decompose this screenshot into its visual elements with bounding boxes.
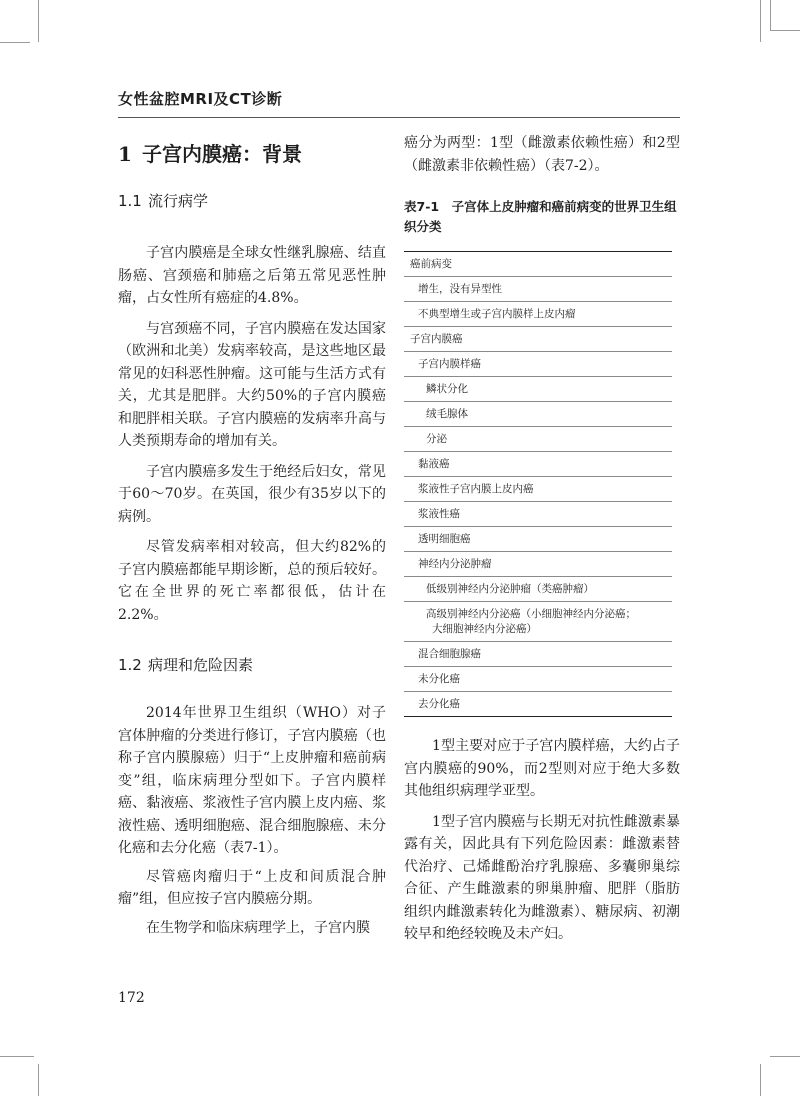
subsection-title: 流行病学 (148, 192, 209, 210)
page-number: 172 (118, 990, 145, 1006)
table-row (404, 277, 672, 302)
right-column (404, 132, 680, 946)
continued-paragraph: 癌分为两型：1型（雌激素依赖性癌）和2型（雌激素非依赖性癌）（表7-2）。 (404, 135, 680, 174)
table-row (404, 477, 672, 502)
paragraph: 1型子宫内膜癌与长期无对抗性雌激素暴露有关，因此具有下列危险因素：雌激素替代治疗、己烯雌酚治疗乳腺癌、多囊卵巢综合征、产生雌激素的卵巢肿瘤、肥胖（脂肪组织内雌激素转化为雌激素）、糖尿病、初潮较早和绝经较晚及未产妇。 (404, 813, 680, 942)
table-cell-text: 去分化癌 (418, 698, 460, 710)
table-cell-text: 增生，没有异型性 (418, 283, 502, 295)
subsection-number: 1.1 (118, 192, 142, 210)
table-row (404, 577, 672, 602)
running-header: 女性盆腔MRI及CT诊断 (118, 90, 283, 108)
table-cell-text: 浆液性子宫内膜上皮内癌 (418, 483, 534, 495)
table-row (404, 527, 672, 552)
table-row (404, 692, 672, 716)
header-rule (118, 117, 680, 118)
table-caption: 表7-1 子宫体上皮肿瘤和癌前病变的世界卫生组织分类 (404, 199, 677, 234)
table-row (404, 667, 672, 692)
crop-mark-bottom-right-h (770, 1056, 800, 1057)
paragraph: 子宫内膜癌是全球女性继乳腺癌、结直肠癌、宫颈癌和肺癌之后第五常见恶性肿瘤，占女性所有癌症的4.8%。 (118, 245, 386, 306)
table-cell-text: 子宫内膜样癌 (418, 358, 481, 370)
table-row (404, 302, 672, 327)
paragraph: 尽管癌肉瘤归于“上皮和间质混合肿瘤”组，但应按子宫内膜癌分期。 (118, 868, 386, 907)
table-cell-text: 高级别神经内分泌癌（小细胞神经内分泌癌； (426, 608, 636, 620)
section-heading-1 (118, 140, 386, 168)
table-cell-text: 绒毛腺体 (426, 408, 468, 420)
table-row (404, 327, 672, 352)
table-cell-text: 混合细胞腺癌 (418, 648, 481, 660)
table-row (404, 377, 672, 402)
table-cell-text: 子宫内膜癌 (410, 333, 463, 345)
table-cell-text: 透明细胞癌 (418, 533, 471, 545)
paragraph: 1型主要对应于子宫内膜样癌，大约占子宫内膜癌的90%，而2型则对应于绝大多数其他组织病理学亚型。 (404, 738, 680, 799)
paragraph: 2014年世界卫生组织（WHO）对子宫体肿瘤的分类进行修订，子宫内膜癌（也称子宫内膜腺癌）归于“上皮肿瘤和癌前病变”组，临床病理分型如下。子宫内膜样癌、黏液癌、浆液性子宫内膜上皮内癌、浆液性癌、透明细胞癌、混合细胞腺癌、未分化癌和去分化癌（表7-1）。 (118, 705, 386, 856)
who-classification-table (404, 251, 672, 717)
type-discussion-text (404, 735, 680, 946)
paragraph: 子宫内膜癌多发生于绝经后妇女，常见于60～70岁。在英国，很少有35岁以下的病例。 (118, 463, 386, 525)
table-row (404, 252, 672, 277)
table-cell-text: 神经内分泌肿瘤 (418, 558, 492, 570)
crop-mark-top-left-h (0, 42, 30, 43)
table-row (404, 452, 672, 477)
subsection-number: 1.2 (118, 656, 142, 674)
paragraph: 与宫颈癌不同，子宫内膜癌在发达国家（欧洲和北美）发病率较高，是这些地区最常见的妇科恶性肿瘤。这可能与生活方式有关，尤其是肥胖。大约50%的子宫内膜癌和肥胖相关联。子宫内膜癌的发病率升高与人类预期寿命的增加有关。 (118, 320, 386, 449)
table-cell-text: 未分化癌 (418, 673, 460, 685)
table-cell-text: 鳞状分化 (426, 383, 468, 395)
crop-mark-bottom-left-v (38, 1064, 39, 1096)
table-row (404, 502, 672, 527)
left-column (118, 132, 386, 939)
table-row (404, 402, 672, 427)
crop-mark-top-right-h (770, 30, 800, 31)
epidemiology-text (118, 242, 386, 626)
table-row (404, 427, 672, 452)
crop-mark-bottom-left-h (0, 1056, 34, 1057)
section-title: 子宫内膜癌：背景 (142, 142, 302, 166)
paragraph: 尽管发病率相对较高，但大约82%的子宫内膜癌都能早期诊断，总的预后较好。它在全世界的死亡率都很低，估计在2.2%。 (118, 539, 386, 623)
crop-mark-top-right-v2 (770, 0, 771, 30)
crop-mark-bottom-right-v (760, 1064, 761, 1096)
pathology-text (118, 702, 386, 939)
table-cell-text: 低级别神经内分泌肿瘤（类癌肿瘤） (426, 583, 594, 595)
subsection-heading-1-1 (118, 190, 386, 212)
table-row (404, 602, 672, 642)
crop-mark-top-left-v (38, 0, 39, 42)
section-number: 1 (118, 142, 132, 166)
table-cell-continuation: 大细胞神经内分泌癌） (432, 623, 537, 635)
paragraph: 在生物学和临床病理学上，子宫内膜 (146, 919, 370, 936)
table-row (404, 642, 672, 667)
table-row (404, 552, 672, 577)
crop-mark-top-right-v (760, 0, 761, 42)
table-cell-text: 分泌 (426, 433, 447, 445)
table-cell-text: 浆液性癌 (418, 508, 460, 520)
table-cell-text: 癌前病变 (410, 258, 452, 270)
table-cell-text: 不典型增生或子宫内膜样上皮内瘤 (418, 308, 576, 320)
subsection-title: 病理和危险因素 (148, 656, 254, 674)
subsection-heading-1-2 (118, 654, 386, 676)
table-cell-text: 黏液癌 (418, 458, 450, 470)
table-row (404, 352, 672, 377)
